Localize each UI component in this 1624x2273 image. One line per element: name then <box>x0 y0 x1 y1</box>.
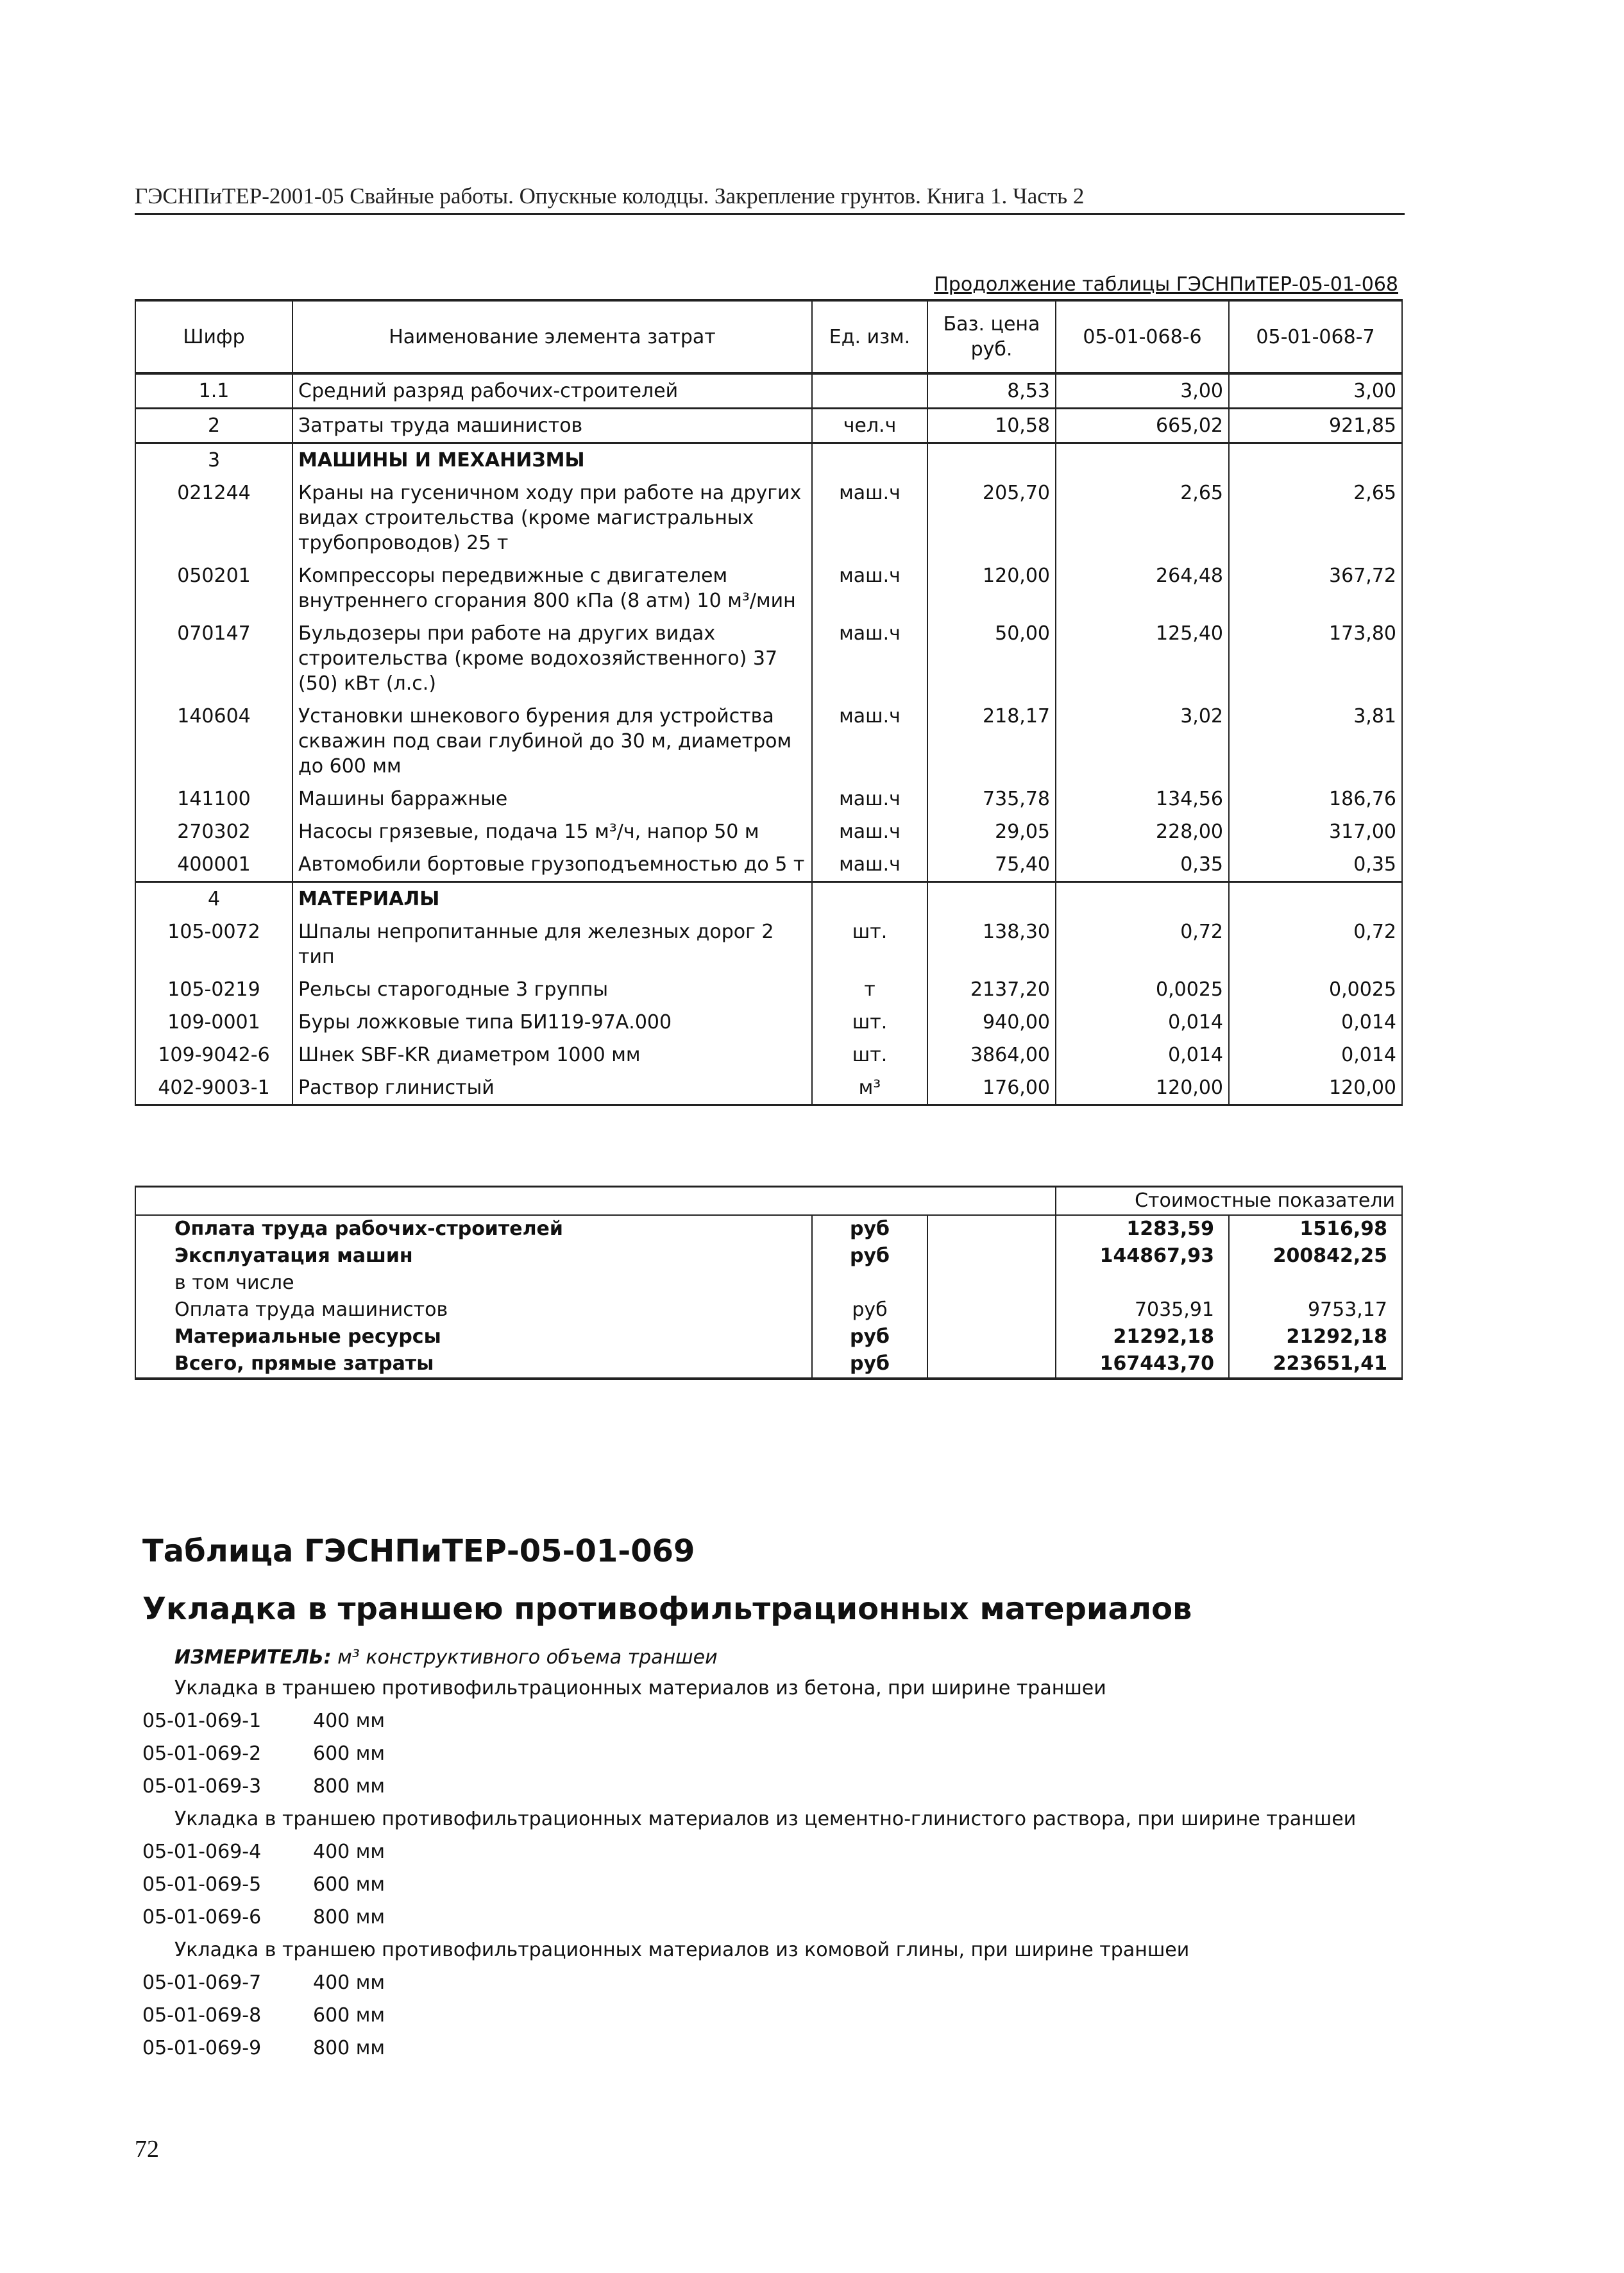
summary-spacer <box>927 1324 1056 1350</box>
summary-row <box>135 1324 1402 1350</box>
table-row <box>135 1071 1402 1105</box>
row-code: 2 <box>135 409 292 443</box>
row-value-068-6: 2,65 <box>1056 477 1229 559</box>
summary-label: Всего, прямые затраты <box>135 1350 812 1379</box>
summary-spacer <box>927 1215 1056 1243</box>
table-row <box>135 882 1402 916</box>
row-value-068-7: 186,76 <box>1229 783 1402 815</box>
row-code: 109-9042-6 <box>135 1039 292 1071</box>
row-unit: маш.ч <box>812 815 927 848</box>
row-name: Буры ложковые типа БИ119-97А.000 <box>292 1006 812 1039</box>
row-code: 402-9003-1 <box>135 1071 292 1105</box>
row-unit: т <box>812 973 927 1006</box>
summary-value-068-7: 21292,18 <box>1229 1324 1402 1350</box>
row-value-068-7: 0,72 <box>1229 915 1402 973</box>
row-value-068-7: 120,00 <box>1229 1071 1402 1105</box>
table-row <box>135 700 1402 783</box>
summary-row <box>135 1270 1402 1297</box>
col-header-unit: Ед. изм. <box>812 300 927 373</box>
col-header-068-7: 05-01-068-7 <box>1229 300 1402 373</box>
line-text: 800 мм <box>313 1906 385 1928</box>
row-base-price: 176,00 <box>927 1071 1056 1105</box>
row-base-price: 205,70 <box>927 477 1056 559</box>
row-base-price: 218,17 <box>927 700 1056 783</box>
row-base-price: 120,00 <box>927 559 1056 617</box>
line-item <box>142 1770 1356 1803</box>
col-header-code: Шифр <box>135 300 292 373</box>
row-unit: шт. <box>812 1039 927 1071</box>
line-code: 05-01-069-8 <box>142 2004 262 2027</box>
row-value-068-6: 0,35 <box>1056 848 1229 882</box>
summary-value-068-7: 9753,17 <box>1229 1297 1402 1324</box>
row-base-price <box>927 882 1056 916</box>
row-name: Затраты труда машинистов <box>292 409 812 443</box>
summary-label: в том числе <box>135 1270 812 1297</box>
row-unit: шт. <box>812 1006 927 1039</box>
row-name: Установки шнекового бурения для устройства скважин под сваи глубиной до 30 м, диаметром до 600 мм <box>292 700 812 783</box>
summary-value-068-6 <box>1056 1270 1229 1297</box>
row-base-price <box>927 443 1056 477</box>
summary-value-068-6: 167443,70 <box>1056 1350 1229 1379</box>
line-item <box>142 1835 1356 1868</box>
summary-row <box>135 1297 1402 1324</box>
summary-value-068-7: 223651,41 <box>1229 1350 1402 1379</box>
line-text: 600 мм <box>313 1873 385 1896</box>
line-item <box>142 1999 1356 2032</box>
table-row <box>135 373 1402 409</box>
table-body <box>135 373 1402 1105</box>
row-name: Краны на гусеничном ходу при работе на других видах строительства (кроме магистральных трубопроводов) 25 т <box>292 477 812 559</box>
row-name: МАТЕРИАЛЫ <box>292 882 812 916</box>
row-unit: шт. <box>812 915 927 973</box>
measure-line <box>174 1646 718 1669</box>
row-name: Машины барражные <box>292 783 812 815</box>
row-code: 141100 <box>135 783 292 815</box>
row-value-068-6: 0,72 <box>1056 915 1229 973</box>
table-row <box>135 1006 1402 1039</box>
line-text: 600 мм <box>313 1742 385 1765</box>
row-name: Автомобили бортовые грузоподъемностью до 5 т <box>292 848 812 882</box>
row-value-068-7: 367,72 <box>1229 559 1402 617</box>
row-unit <box>812 373 927 409</box>
row-base-price: 735,78 <box>927 783 1056 815</box>
row-unit: м³ <box>812 1071 927 1105</box>
row-name: Шнек SBF-KR диаметром 1000 мм <box>292 1039 812 1071</box>
table-row <box>135 973 1402 1006</box>
line-group-heading: Укладка в траншею противофильтрационных материалов из бетона, при ширине траншеи <box>174 1677 1106 1699</box>
row-value-068-7: 3,81 <box>1229 700 1402 783</box>
summary-label: Материальные ресурсы <box>135 1324 812 1350</box>
table-row <box>135 559 1402 617</box>
row-value-068-6: 120,00 <box>1056 1071 1229 1105</box>
line-code: 05-01-069-7 <box>142 1971 262 1994</box>
line-text: 800 мм <box>313 1775 385 1798</box>
cost-summary-table <box>135 1186 1403 1380</box>
row-value-068-6 <box>1056 443 1229 477</box>
row-code: 140604 <box>135 700 292 783</box>
table-069-lines <box>142 1672 1356 2064</box>
row-code: 400001 <box>135 848 292 882</box>
table-row <box>135 848 1402 882</box>
summary-heading-row <box>135 1187 1402 1216</box>
row-base-price: 138,30 <box>927 915 1056 973</box>
row-base-price: 2137,20 <box>927 973 1056 1006</box>
line-item <box>142 1705 1356 1737</box>
summary-label: Оплата труда машинистов <box>135 1297 812 1324</box>
row-code: 050201 <box>135 559 292 617</box>
row-code: 070147 <box>135 617 292 700</box>
table-row <box>135 1039 1402 1071</box>
table-row <box>135 409 1402 443</box>
row-value-068-7: 2,65 <box>1229 477 1402 559</box>
line-code: 05-01-069-9 <box>142 2037 262 2059</box>
table-continuation-caption: Продолжение таблицы ГЭСНПиТЕР-05-01-068 <box>934 273 1398 296</box>
line-group-heading: Укладка в траншею противофильтрационных материалов из комовой глины, при ширине траншеи <box>174 1939 1190 1961</box>
row-base-price: 29,05 <box>927 815 1056 848</box>
row-name: Компрессоры передвижные с двигателем внутреннего сгорания 800 кПа (8 атм) 10 м³/мин <box>292 559 812 617</box>
table-row <box>135 617 1402 700</box>
summary-value-068-7 <box>1229 1270 1402 1297</box>
row-unit: маш.ч <box>812 700 927 783</box>
line-code: 05-01-069-5 <box>142 1873 262 1896</box>
row-value-068-7: 173,80 <box>1229 617 1402 700</box>
row-value-068-6: 0,014 <box>1056 1006 1229 1039</box>
col-header-name: Наименование элемента затрат <box>292 300 812 373</box>
summary-value-068-6: 7035,91 <box>1056 1297 1229 1324</box>
line-code: 05-01-069-6 <box>142 1906 262 1928</box>
line-code: 05-01-069-2 <box>142 1742 262 1765</box>
table-header-row <box>135 300 1402 373</box>
line-code: 05-01-069-3 <box>142 1775 262 1798</box>
measure-value: м³ конструктивного объема траншеи <box>337 1646 718 1669</box>
row-base-price: 75,40 <box>927 848 1056 882</box>
line-item <box>142 1868 1356 1901</box>
row-value-068-7: 0,0025 <box>1229 973 1402 1006</box>
line-group-heading: Укладка в траншею противофильтрационных материалов из цементно-глинистого раствора, при ширине траншеи <box>174 1808 1357 1830</box>
row-value-068-7: 921,85 <box>1229 409 1402 443</box>
summary-value-068-6: 21292,18 <box>1056 1324 1229 1350</box>
summary-row <box>135 1243 1402 1270</box>
summary-label: Оплата труда рабочих-строителей <box>135 1215 812 1243</box>
row-unit: маш.ч <box>812 617 927 700</box>
col-header-068-6: 05-01-068-6 <box>1056 300 1229 373</box>
row-value-068-6 <box>1056 882 1229 916</box>
row-value-068-6: 665,02 <box>1056 409 1229 443</box>
running-header: ГЭСНПиТЕР-2001-05 Свайные работы. Опускные колодцы. Закрепление грунтов. Книга 1. Часть 2 <box>135 183 1405 215</box>
row-value-068-6: 3,00 <box>1056 373 1229 409</box>
row-unit: чел.ч <box>812 409 927 443</box>
summary-row <box>135 1215 1402 1243</box>
summary-unit: руб <box>812 1350 927 1379</box>
summary-unit <box>812 1270 927 1297</box>
summary-value-068-6: 1283,59 <box>1056 1215 1229 1243</box>
table-069-title: Таблица ГЭСНПиТЕР-05-01-069 <box>142 1533 695 1569</box>
row-value-068-6: 264,48 <box>1056 559 1229 617</box>
summary-unit: руб <box>812 1297 927 1324</box>
table-row <box>135 915 1402 973</box>
row-code: 105-0072 <box>135 915 292 973</box>
row-name: Раствор глинистый <box>292 1071 812 1105</box>
line-text: 800 мм <box>313 2037 385 2059</box>
row-base-price: 940,00 <box>927 1006 1056 1039</box>
line-code: 05-01-069-4 <box>142 1841 262 1863</box>
row-base-price: 3864,00 <box>927 1039 1056 1071</box>
row-code: 021244 <box>135 477 292 559</box>
row-unit <box>812 882 927 916</box>
table-069-subtitle: Укладка в траншею противофильтрационных материалов <box>142 1591 1192 1627</box>
line-text: 600 мм <box>313 2004 385 2027</box>
table-row <box>135 443 1402 477</box>
summary-unit: руб <box>812 1243 927 1270</box>
row-name: Шпалы непропитанные для железных дорог 2 тип <box>292 915 812 973</box>
summary-spacer <box>927 1297 1056 1324</box>
summary-value-068-7: 200842,25 <box>1229 1243 1402 1270</box>
summary-row <box>135 1350 1402 1379</box>
row-unit <box>812 443 927 477</box>
row-code: 4 <box>135 882 292 916</box>
row-code: 270302 <box>135 815 292 848</box>
line-item <box>142 1966 1356 1999</box>
row-value-068-6: 125,40 <box>1056 617 1229 700</box>
row-value-068-7: 3,00 <box>1229 373 1402 409</box>
measure-label: ИЗМЕРИТЕЛЬ: <box>174 1646 332 1669</box>
summary-spacer <box>927 1350 1056 1379</box>
row-code: 3 <box>135 443 292 477</box>
summary-value-068-7: 1516,98 <box>1229 1215 1402 1243</box>
row-value-068-7 <box>1229 443 1402 477</box>
row-base-price: 8,53 <box>927 373 1056 409</box>
line-code: 05-01-069-1 <box>142 1710 262 1732</box>
row-name: Рельсы старогодные 3 группы <box>292 973 812 1006</box>
row-code: 109-0001 <box>135 1006 292 1039</box>
page-number: 72 <box>135 2136 159 2163</box>
row-base-price: 10,58 <box>927 409 1056 443</box>
col-header-price: Баз. цена руб. <box>927 300 1056 373</box>
row-base-price: 50,00 <box>927 617 1056 700</box>
row-unit: маш.ч <box>812 848 927 882</box>
row-unit: маш.ч <box>812 477 927 559</box>
row-value-068-6: 0,0025 <box>1056 973 1229 1006</box>
row-name: Насосы грязевые, подача 15 м³/ч, напор 50 м <box>292 815 812 848</box>
summary-body <box>135 1187 1402 1379</box>
row-name: Бульдозеры при работе на других видах строительства (кроме водохозяйственного) 37 (50) кВт (л.с.) <box>292 617 812 700</box>
line-text: 400 мм <box>313 1710 385 1732</box>
resource-table <box>135 299 1403 1106</box>
summary-unit: руб <box>812 1324 927 1350</box>
row-value-068-7: 0,35 <box>1229 848 1402 882</box>
row-value-068-7: 0,014 <box>1229 1006 1402 1039</box>
row-value-068-6: 3,02 <box>1056 700 1229 783</box>
summary-label: Эксплуатация машин <box>135 1243 812 1270</box>
summary-unit: руб <box>812 1215 927 1243</box>
summary-spacer <box>927 1243 1056 1270</box>
line-item <box>142 1901 1356 1934</box>
summary-heading: Стоимостные показатели <box>1056 1187 1402 1216</box>
row-name: Средний разряд рабочих-строителей <box>292 373 812 409</box>
row-code: 105-0219 <box>135 973 292 1006</box>
row-unit: маш.ч <box>812 783 927 815</box>
row-name: МАШИНЫ И МЕХАНИЗМЫ <box>292 443 812 477</box>
line-text: 400 мм <box>313 1841 385 1863</box>
table-row <box>135 477 1402 559</box>
line-item <box>142 2032 1356 2064</box>
row-unit: маш.ч <box>812 559 927 617</box>
row-value-068-6: 0,014 <box>1056 1039 1229 1071</box>
row-value-068-7: 0,014 <box>1229 1039 1402 1071</box>
summary-spacer <box>927 1270 1056 1297</box>
table-row <box>135 783 1402 815</box>
row-value-068-6: 134,56 <box>1056 783 1229 815</box>
summary-value-068-6: 144867,93 <box>1056 1243 1229 1270</box>
line-item <box>142 1737 1356 1770</box>
line-text: 400 мм <box>313 1971 385 1994</box>
row-code: 1.1 <box>135 373 292 409</box>
row-value-068-7 <box>1229 882 1402 916</box>
table-row <box>135 815 1402 848</box>
row-value-068-7: 317,00 <box>1229 815 1402 848</box>
row-value-068-6: 228,00 <box>1056 815 1229 848</box>
